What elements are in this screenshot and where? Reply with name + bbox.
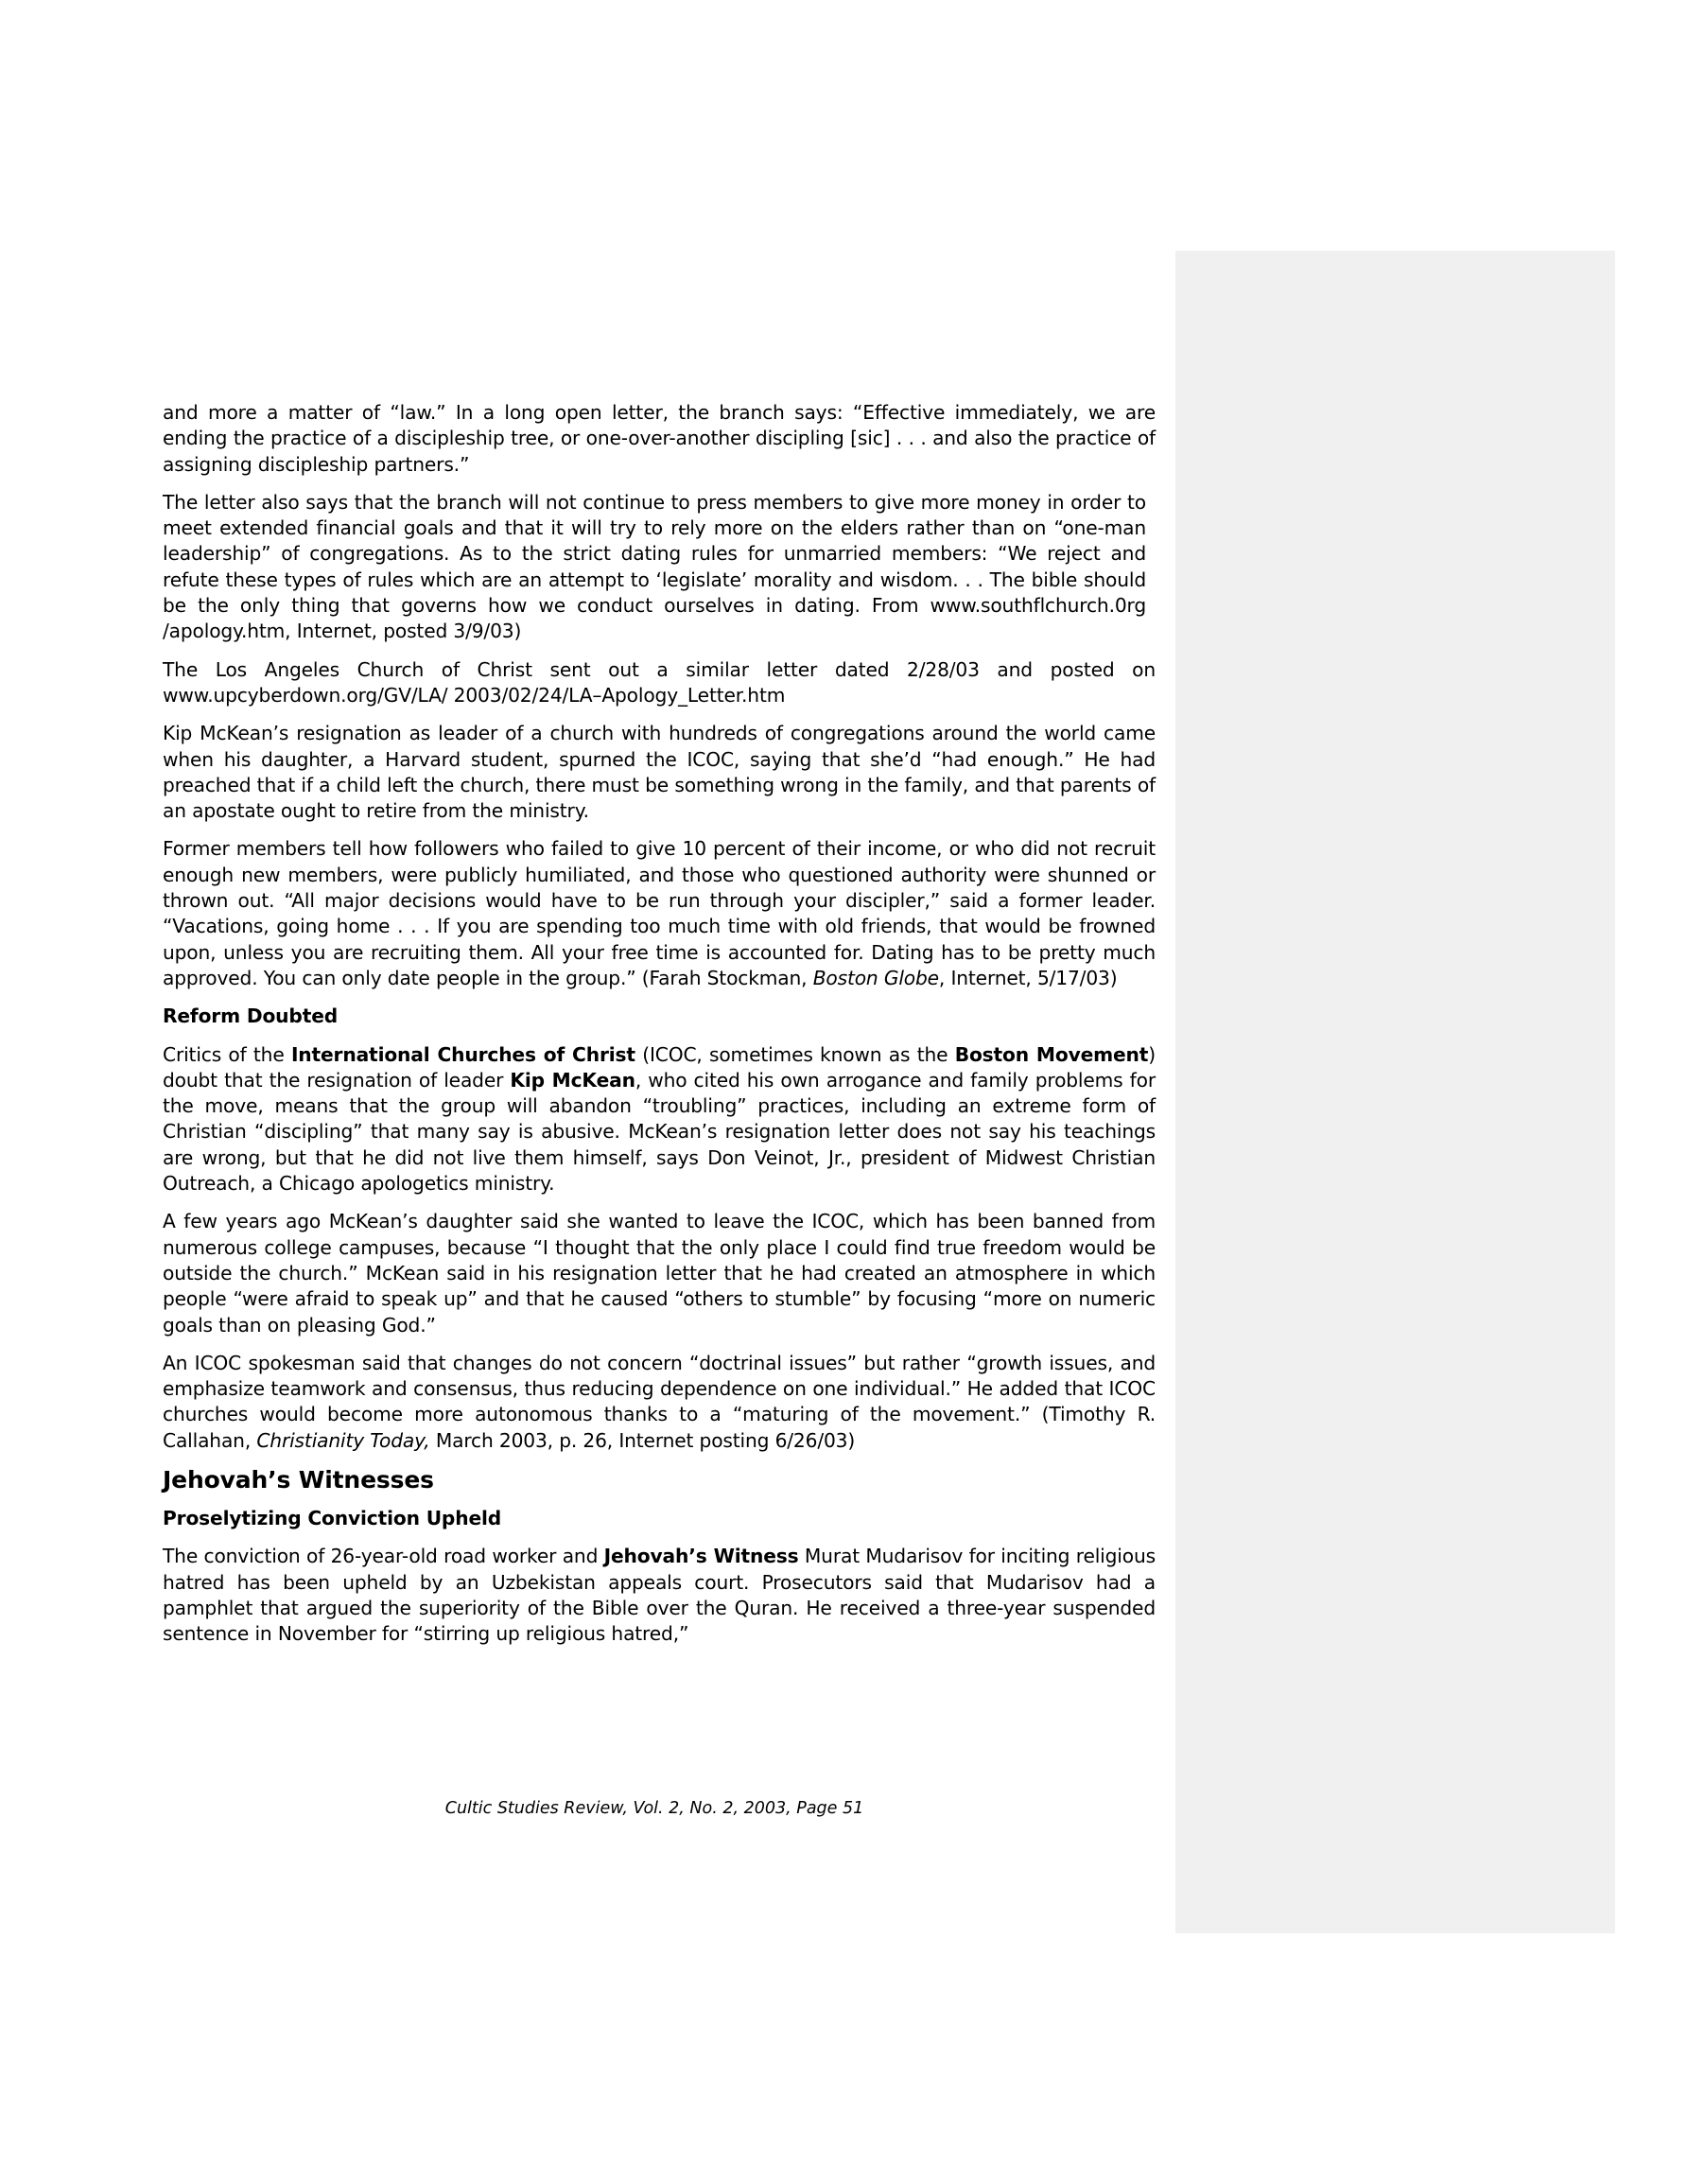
paragraph-text: , Internet, 5/17/03): [938, 966, 1118, 989]
paragraph: [163, 1544, 1156, 1647]
section-heading-reform-doubted: Reform Doubted: [163, 1005, 339, 1028]
paragraph: [163, 836, 1156, 991]
paragraph-text: An ICOC spokesman said that changes do not concern “doctrinal issues” but rather “growth issues, and emphasize teamwork and consensus, thus reducing dependence on one individual.” He added that ICOC churches would become more autonomous thanks to a “maturing of the movement.” (Timothy R. Callahan,: [163, 1351, 1156, 1452]
subheading-proselytizing-conviction: Proselytizing Conviction Upheld: [163, 1506, 502, 1529]
paragraph-text: , who cited his own arrogance and family problems for the move, means that the group will abandon “troubling” practices, including an extreme form of Christian “discipling” that many say is abusive. McKean’s resignation letter does not say his teachings are wrong, but that he did not live them himself, says Don Veinot, Jr., president of Midwest Christian Outreach, a Chicago apologetics ministry.: [163, 1068, 1156, 1196]
bold-term: Jehovah’s Witness: [603, 1545, 799, 1568]
bold-term: International Churches of Christ: [290, 1042, 635, 1066]
paragraph: A few years ago McKean’s daughter said she wanted to leave the ICOC, which has been banned from numerous college campuses, because “I thought that the only place I could find true freedom would be outside the church.” McKean said in his resignation letter that he had created an atmosphere in which people “were afraid to speak up” and that he caused “others to stumble” by focusing “more on numeric goals than on pleasing God.”: [163, 1210, 1156, 1337]
paragraph: [163, 1042, 1156, 1197]
paragraph-text: (ICOC, sometimes known as the: [635, 1042, 955, 1066]
paragraph-text: Critics of the: [163, 1042, 291, 1066]
paragraph-text: Murat Mudarisov for inciting religious hatred has been upheld by an Uzbekistan appeals court. Prosecutors said that Mudarisov had a pamphlet that argued the superiority of the Bible over the Quran. He received a three-year suspended sentence in November for “stirring up religious hatred,”: [163, 1545, 1156, 1646]
bold-term: Kip McKean: [510, 1068, 635, 1092]
comment-margin-pane: [1175, 251, 1615, 1933]
paragraph: Kip McKean’s resignation as leader of a church with hundreds of congregations around the world came when his daughter, a Harvard student, spurned the ICOC, saying that she’d “had enough.” He had preached that if a child left the church, there must be something wrong in the family, and that parents of an apostate ought to retire from the ministry.: [163, 722, 1156, 823]
paragraph: The letter also says that the branch will not continue to press members to give more money in order to meet extended financial goals and that it will try to rely more on the elders rather than on “one-man leadership” of congregations. As to the strict dating rules for unmarried members: “We reject and refute these types of rules which are an attempt to ‘legislate’ morality and wisdom. . . The bible should be the only thing that governs how we conduct ourselves in dating. From www.southflchurch.0rg /apology.htm, Internet, posted 3/9/03): [163, 490, 1146, 643]
paragraph-text: The conviction of 26-year-old road worker and: [163, 1545, 604, 1568]
paragraph-text: March 2003, p. 26, Internet posting 6/26/03): [429, 1428, 856, 1452]
section-heading-jehovahs-witnesses: Jehovah’s Witnesses: [163, 1465, 434, 1494]
bold-term: Boston Movement: [954, 1042, 1149, 1066]
paragraph: and more a matter of “law.” In a long open letter, the branch says: “Effective immediately, we are ending the practice of a discipleship tree, or one-over-another discipling [sic] . . . and also the practice of assigning discipleship partners.”: [163, 401, 1156, 476]
publication-title: Christianity Today,: [256, 1428, 430, 1452]
publication-title: Boston Globe: [812, 966, 939, 989]
paragraph-text: ) doubt that the resignation of leader: [163, 1042, 1157, 1092]
page-footer: Cultic Studies Review, Vol. 2, No. 2, 2003, Page 51: [444, 1799, 864, 1818]
page-body: [163, 400, 1156, 1659]
paragraph: [163, 1351, 1156, 1454]
paragraph-text: Former members tell how followers who failed to give 10 percent of their income, or who did not recruit enough new members, were publicly humiliated, and those who questioned authority were shunned or thrown out. “All major decisions would have to be run through your discipler,” said a former leader. “Vacations, going home . . . If you are spending too much time with old friends, that would be frowned upon, unless you are recruiting them. All your free time is accounted for. Dating has to be pretty much approved. You can only date people in the group.” (Farah Stockman,: [163, 837, 1156, 989]
paragraph: The Los Angeles Church of Christ sent out a similar letter dated 2/28/03 and posted on www.upcyberdown.org/GV/LA/ 2003/02/24/LA–Apology_Letter.htm: [163, 657, 1156, 707]
